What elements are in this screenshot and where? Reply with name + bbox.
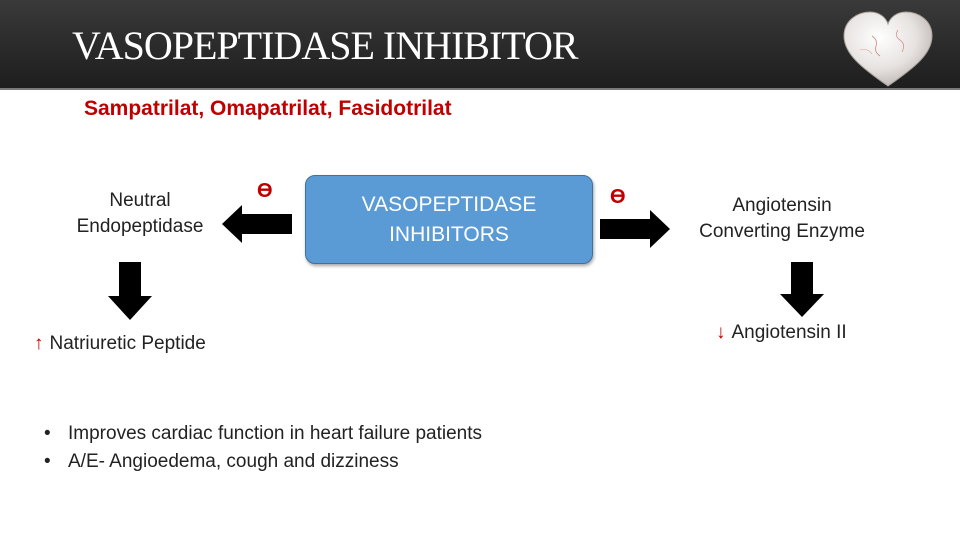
drug-examples: Sampatrilat, Omapatrilat, Fasidotrilat [84, 97, 452, 120]
decrease-arrow-icon: ↓ [716, 322, 726, 343]
inhibition-symbol-right: ϴ [610, 186, 626, 208]
right-arrow-icon [600, 210, 670, 248]
left-down-arrow-icon [108, 262, 152, 320]
natriuretic-peptide-effect: ↑ Natriuretic Peptide [34, 333, 206, 354]
list-item: • Improves cardiac function in heart failure patients [44, 423, 482, 444]
inhibition-symbol-left: ϴ [257, 180, 273, 202]
header-divider [0, 88, 960, 90]
neutral-endopeptidase-label: Neutral Endopeptidase [76, 190, 204, 237]
left-arrow-icon [222, 205, 292, 243]
list-item: • A/E- Angioedema, cough and dizziness [44, 451, 399, 472]
right-down-arrow-icon [780, 262, 824, 317]
vasopeptidase-inhibitors-box: VASOPEPTIDASE INHIBITORS [305, 175, 593, 264]
effects-list [44, 420, 482, 476]
increase-arrow-icon: ↑ [34, 333, 44, 354]
heart-icon [832, 6, 944, 90]
ace-label: Angiotensin Converting Enzyme [699, 195, 865, 242]
page-title: VASOPEPTIDASE INHIBITOR [72, 23, 578, 68]
angiotensin-ii-effect: ↓ Angiotensin II [716, 322, 847, 343]
